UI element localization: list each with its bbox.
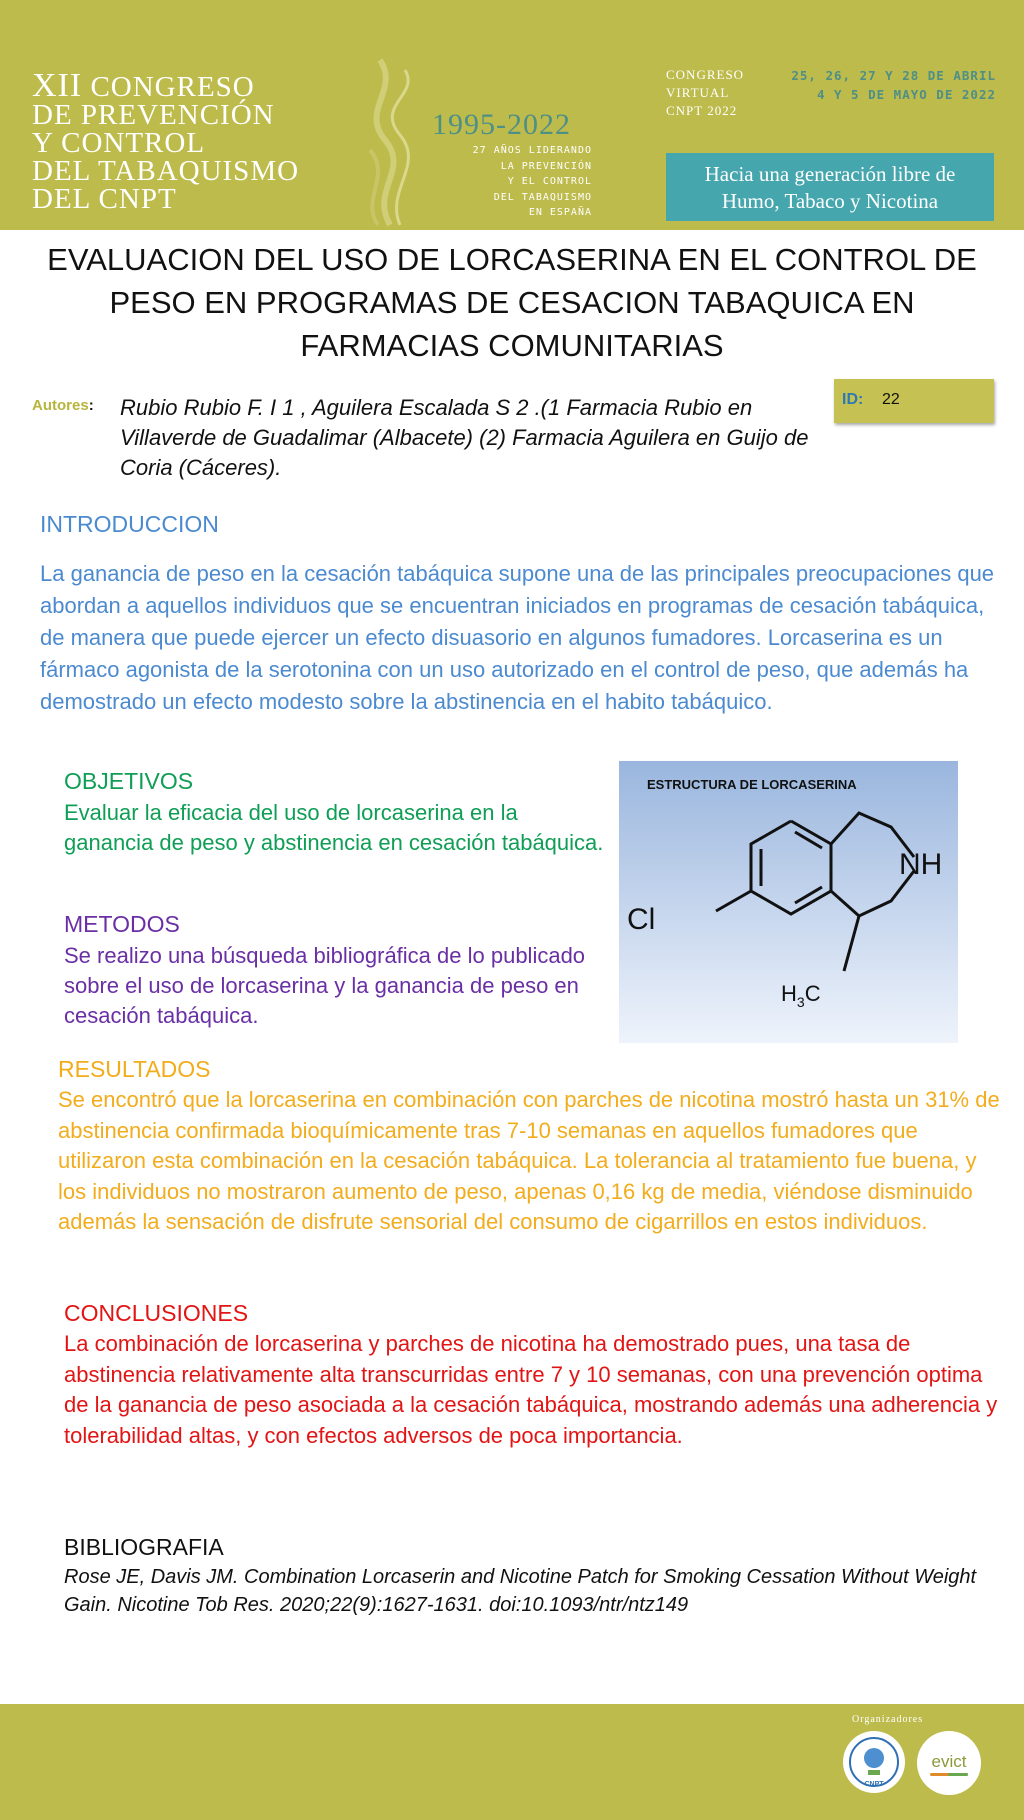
intro-text: La ganancia de peso en la cesación tabáquica supone una de las principales preocupaciones que abordan a aquellos individuos que se encuentran iniciados en programas de cesación tabáquica, de manera que puede ejercer un efecto disuasorio en algunos fumadores. Lorcaserina es un fármaco agonista de la serotonina con un uso autorizado en el control de peso, que además ha demostrado un efecto modesto sobre la abstinencia en el habito tabáquico. [40,561,995,714]
bibliography-heading: BIBLIOGRAFIA [64,1534,224,1560]
objectives-text: Evaluar la eficacia del uso de lorcaserina en la ganancia de peso y abstinencia en cesación tabáquica. [64,800,604,855]
slogan-box: Hacia una generación libre de Humo, Tabaco y Nicotina [666,153,994,221]
congress-title-line-2: DE PREVENCIÓN [32,99,275,131]
bibliography-text: Rose JE, Davis JM. Combination Lorcaserin and Nicotine Patch for Smoking Cessation Without Weight Gain. Nicotine Tob Res. 2020;22(9):1627-1631. doi:10.1093/ntr/ntz149 [64,1566,977,1616]
structure-nh-label: NH [899,848,943,881]
authors-label: Autores: [32,397,94,414]
congress-dates: 25, 26, 27 Y 28 DE ABRIL 4 Y 5 DE MAYO DE 2022 [791,68,996,102]
lorcaserin-structure-figure [619,761,958,1043]
objectives-heading: OBJETIVOS [64,768,194,794]
authors-text: Rubio Rubio F. I 1 , Aguilera Escalada S 2 .(1 Farmacia Rubio en Villaverde de Guadalimar (Albacete) (2) Farmacia Aguilera en Guijo de Coria (Cáceres). [120,395,809,480]
methods-heading: METODOS [64,911,180,937]
id-value: 22 [882,391,900,408]
years-label: 1995-2022 [432,108,571,141]
conclusions-heading: CONCLUSIONES [64,1300,249,1326]
conclusions-text: La combinación de lorcaserina y parches de nicotina ha demostrado pues, una tasa de abstinencia relativamente alta transcurridas entre 7 y 10 semanas, con una prevención optima de la ganancia de peso asociada a la cesación tabáquica, mostrando además una adherencia y tolerabilidad altas, y con efectos adversos de poca importancia. [64,1331,998,1448]
intro-heading: INTRODUCCION [40,511,219,537]
id-label: ID: [842,391,864,408]
congress-title-line-1: XII CONGRESO [32,67,255,104]
methods-text: Se realizo una búsqueda bibliográfica de lo publicado sobre el uso de lorcaserina y la ganancia de peso en cesación tabáquica. [64,943,586,1028]
congress-title-line-3: Y CONTROL [32,127,206,159]
congress-title-line-5: DEL CNPT [32,183,177,215]
structure-title: ESTRUCTURA DE LORCASERINA [647,777,857,792]
id-badge [834,379,994,423]
smoke-swirl-icon [330,50,440,230]
structure-methyl-label: $H_3C$ [781,981,821,1010]
evict-logo-icon [916,1730,982,1796]
structure-cl-label: Cl [627,903,656,936]
cnpt-logo-icon [842,1730,906,1794]
poster-title: EVALUACION DEL USO DE LORCASERINA EN EL CONTROL DE PESO EN PROGRAMAS DE CESACION TABAQUICA EN FARMACIAS COMUNITARIAS [47,242,977,363]
congress-logo-title [32,67,300,215]
svg-text:evict: evict [931,1752,967,1771]
congress-title-line-4: DEL TABAQUISMO [32,155,300,187]
results-heading: RESULTADOS [58,1056,211,1082]
years-subtitle: 27 AÑOS LIDERANDO LA PREVENCIÓN Y EL CONTROL DEL TABAQUISMO EN ESPAÑA [472,145,592,218]
svg-text:CNPT: CNPT [864,1781,884,1788]
organizers-label: Organizadores [852,1714,924,1725]
results-text: Se encontró que la lorcaserina en combinación con parches de nicotina mostró hasta un 31% de abstinencia confirmada bioquímicamente tras 7-10 semanas en aquellos fumadores que utilizaron esta combinación en la cesación tabáquica. La tolerancia al tratamiento fue buena, y los individuos no mostraron aumento de peso, apenas 0,16 kg de media, viéndose disminuido además la sensación de disfrute sensorial del consumo de cigarrillos en estos individuos. [58,1087,1000,1234]
virtual-congress-label: CONGRESO VIRTUAL CNPT 2022 [666,67,745,118]
